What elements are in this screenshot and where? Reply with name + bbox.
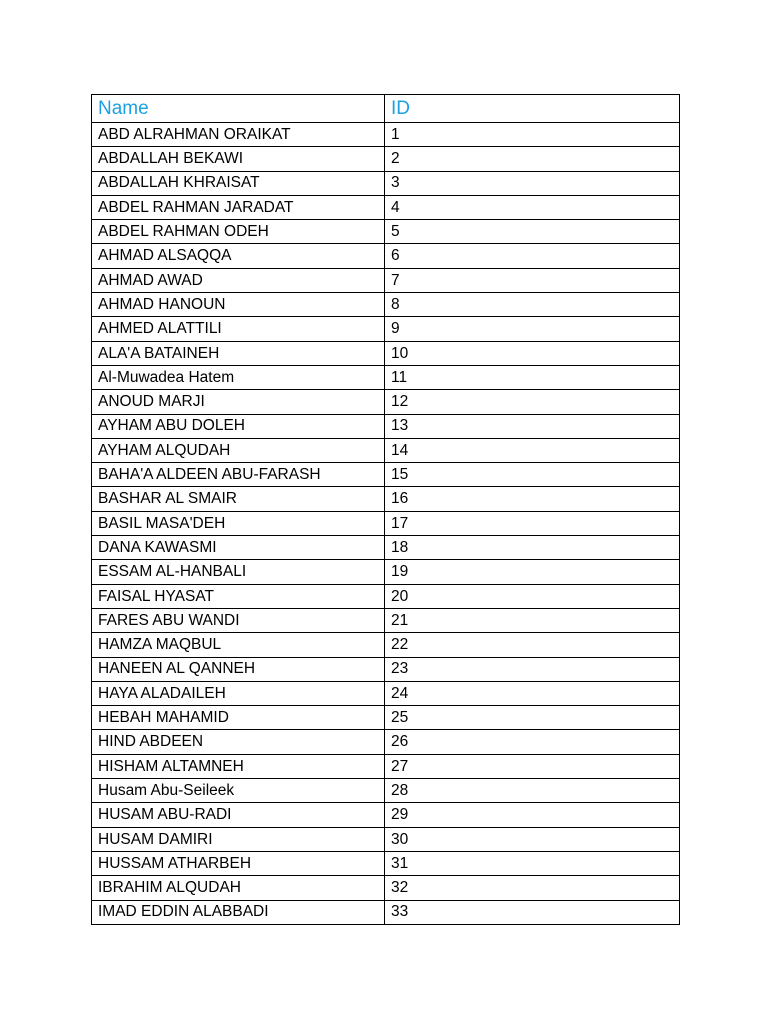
id-cell: 9	[385, 317, 680, 341]
id-cell: 13	[385, 414, 680, 438]
table-row	[92, 827, 680, 851]
table-row	[92, 414, 680, 438]
name-cell: AHMAD AWAD	[92, 268, 385, 292]
name-cell: IMAD EDDIN ALABBADI	[92, 900, 385, 924]
table-row	[92, 633, 680, 657]
id-cell: 3	[385, 171, 680, 195]
table-row	[92, 487, 680, 511]
id-cell: 33	[385, 900, 680, 924]
table-row	[92, 438, 680, 462]
id-cell: 17	[385, 511, 680, 535]
table-row	[92, 244, 680, 268]
id-cell: 23	[385, 657, 680, 681]
name-cell: FARES ABU WANDI	[92, 608, 385, 632]
name-cell: ABDEL RAHMAN JARADAT	[92, 195, 385, 219]
table-row	[92, 657, 680, 681]
table-row	[92, 463, 680, 487]
table-row	[92, 390, 680, 414]
table-row	[92, 536, 680, 560]
table-row	[92, 681, 680, 705]
name-cell: AHMAD HANOUN	[92, 293, 385, 317]
table-row	[92, 511, 680, 535]
name-cell: ABD ALRAHMAN ORAIKAT	[92, 123, 385, 147]
name-cell: IBRAHIM ALQUDAH	[92, 876, 385, 900]
name-cell: ANOUD MARJI	[92, 390, 385, 414]
table-row	[92, 754, 680, 778]
id-cell: 16	[385, 487, 680, 511]
id-cell: 4	[385, 195, 680, 219]
id-cell: 5	[385, 220, 680, 244]
name-cell: BASHAR AL SMAIR	[92, 487, 385, 511]
name-cell: ABDALLAH KHRAISAT	[92, 171, 385, 195]
name-cell: HANEEN AL QANNEH	[92, 657, 385, 681]
table-row	[92, 220, 680, 244]
table-row	[92, 123, 680, 147]
id-cell: 20	[385, 584, 680, 608]
id-column-header: ID	[385, 95, 680, 123]
table-row	[92, 293, 680, 317]
table-row	[92, 706, 680, 730]
table-row	[92, 900, 680, 924]
id-cell: 25	[385, 706, 680, 730]
id-cell: 1	[385, 123, 680, 147]
name-cell: AHMAD ALSAQQA	[92, 244, 385, 268]
name-cell: HISHAM ALTAMNEH	[92, 754, 385, 778]
table-row	[92, 195, 680, 219]
table-row	[92, 560, 680, 584]
name-cell: ABDEL RAHMAN ODEH	[92, 220, 385, 244]
table-row	[92, 365, 680, 389]
id-cell: 15	[385, 463, 680, 487]
table-row	[92, 268, 680, 292]
id-cell: 10	[385, 341, 680, 365]
name-cell: HUSAM ABU-RADI	[92, 803, 385, 827]
table-body	[92, 123, 680, 925]
id-cell: 29	[385, 803, 680, 827]
id-cell: 26	[385, 730, 680, 754]
id-cell: 24	[385, 681, 680, 705]
id-cell: 32	[385, 876, 680, 900]
name-cell: Husam Abu-Seileek	[92, 779, 385, 803]
name-cell: FAISAL HYASAT	[92, 584, 385, 608]
id-cell: 7	[385, 268, 680, 292]
id-cell: 18	[385, 536, 680, 560]
name-cell: ESSAM AL-HANBALI	[92, 560, 385, 584]
name-cell: AHMED ALATTILI	[92, 317, 385, 341]
name-cell: HUSSAM ATHARBEH	[92, 851, 385, 875]
table-row	[92, 341, 680, 365]
name-cell: HUSAM DAMIRI	[92, 827, 385, 851]
id-cell: 22	[385, 633, 680, 657]
id-cell: 28	[385, 779, 680, 803]
name-cell: HIND ABDEEN	[92, 730, 385, 754]
id-cell: 14	[385, 438, 680, 462]
table-header-row	[92, 95, 680, 123]
id-cell: 21	[385, 608, 680, 632]
id-cell: 19	[385, 560, 680, 584]
id-cell: 27	[385, 754, 680, 778]
name-cell: AYHAM ABU DOLEH	[92, 414, 385, 438]
id-cell: 30	[385, 827, 680, 851]
table-row	[92, 608, 680, 632]
name-cell: Al-Muwadea Hatem	[92, 365, 385, 389]
table-row	[92, 171, 680, 195]
table-row	[92, 779, 680, 803]
table-row	[92, 803, 680, 827]
name-cell: HEBAH MAHAMID	[92, 706, 385, 730]
name-cell: HAMZA MAQBUL	[92, 633, 385, 657]
name-cell: AYHAM ALQUDAH	[92, 438, 385, 462]
id-cell: 8	[385, 293, 680, 317]
table-row	[92, 584, 680, 608]
name-cell: ALA'A BATAINEH	[92, 341, 385, 365]
table-row	[92, 317, 680, 341]
id-cell: 31	[385, 851, 680, 875]
name-cell: HAYA ALADAILEH	[92, 681, 385, 705]
name-cell: DANA KAWASMI	[92, 536, 385, 560]
id-cell: 12	[385, 390, 680, 414]
id-cell: 2	[385, 147, 680, 171]
id-cell: 6	[385, 244, 680, 268]
name-id-table	[91, 94, 680, 925]
name-cell: BASIL MASA'DEH	[92, 511, 385, 535]
name-column-header: Name	[92, 95, 385, 123]
table-row	[92, 876, 680, 900]
table-row	[92, 851, 680, 875]
table-row	[92, 730, 680, 754]
name-cell: ABDALLAH BEKAWI	[92, 147, 385, 171]
id-cell: 11	[385, 365, 680, 389]
name-cell: BAHA'A ALDEEN ABU-FARASH	[92, 463, 385, 487]
table-row	[92, 147, 680, 171]
